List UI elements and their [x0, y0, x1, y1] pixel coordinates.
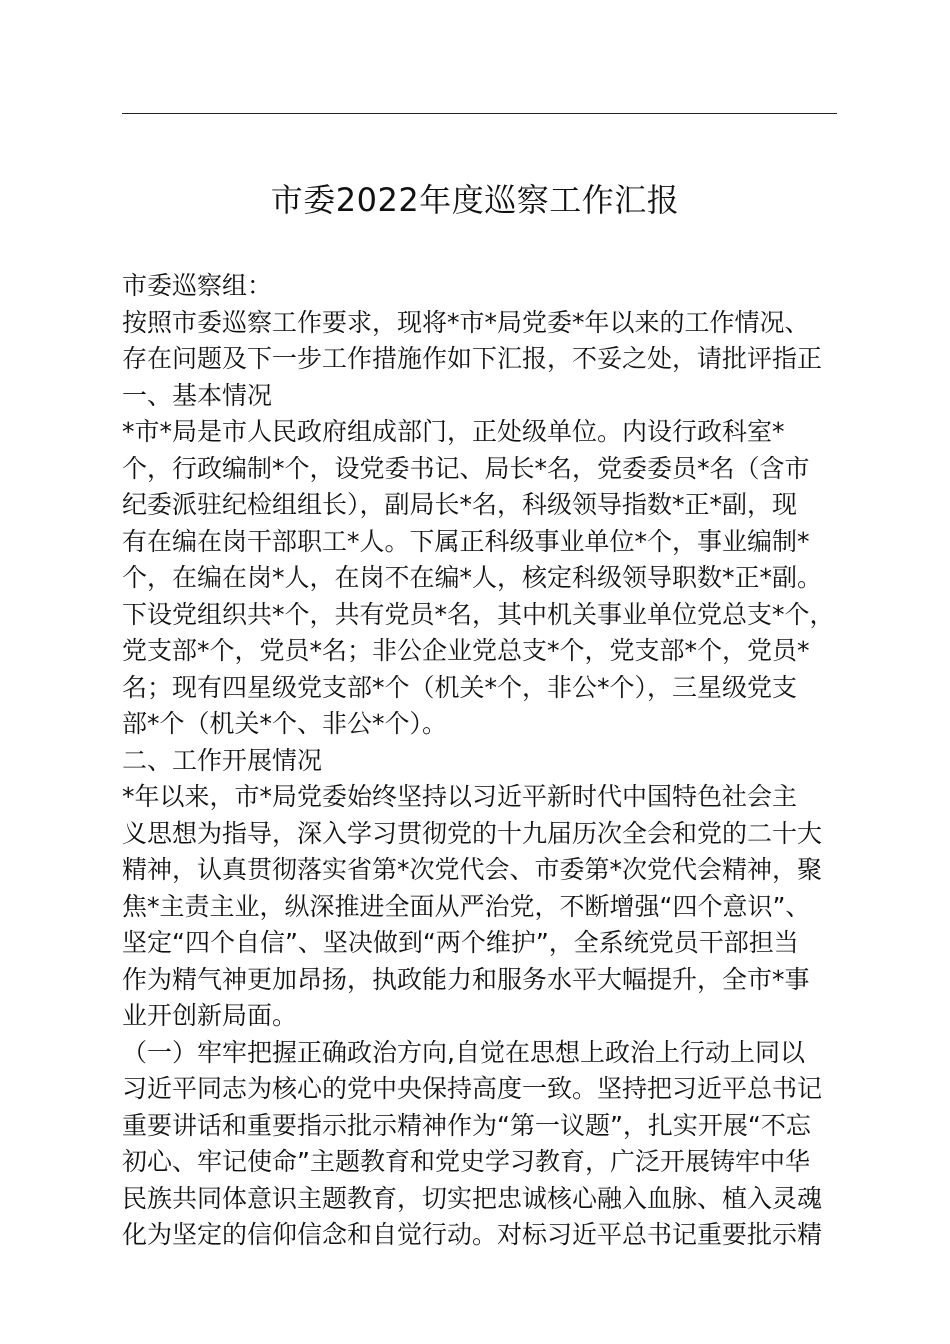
body-line: 部*个（机关*个、非公*个）。 — [122, 709, 448, 738]
body-line: 个，行政编制*个，设党委书记、局长*名，党委委员*名（含市 — [122, 453, 810, 483]
body-line: *市*局是市人民政府组成部门，正处级单位。内设行政科室* — [122, 417, 785, 446]
body-line: 民族共同体意识主题教育，切实把忠诚核心融入血脉、植入灵魂 — [122, 1183, 823, 1213]
body-line: 党支部*个，党员*名；非公企业党总支*个，党支部*个，党员* — [122, 636, 810, 665]
body-line: 精神，认真贯彻落实省第*次党代会、市委第*次党代会精神，聚 — [122, 855, 823, 884]
body-line: 业开创新局面。 — [122, 1001, 298, 1030]
body-line: 习近平同志为核心的党中央保持高度一致。坚持把习近平总书记 — [122, 1074, 823, 1103]
body-line: 有在编在岗干部职工*人。下属正科级事业单位*个，事业编制* — [122, 526, 810, 556]
body-line: 名；现有四星级党支部*个（机关*个，非公*个），三星级党支 — [122, 672, 798, 702]
body-line: 按照市委巡察工作要求，现将*市*局党委*年以来的工作情况、 — [122, 307, 810, 337]
body-line: 个，在编在岗*人，在岗不在编*人，核定科级领导职数*正*副。 — [122, 563, 823, 592]
document-title: 市委2022年度巡察工作汇报 — [270, 181, 680, 219]
body-line: 坚定“四个自信”、坚决做到“两个维护”，全系统党员干部担当 — [122, 928, 799, 957]
body-line: 义思想为指导，深入学习贯彻党的十九届历次全会和党的二十大 — [122, 818, 823, 848]
header-rule — [122, 113, 837, 114]
body-line: 存在问题及下一步工作措施作如下汇报，不妥之处，请批评指正 — [122, 344, 823, 373]
body-line: 化为坚定的信仰信念和自觉行动。对标习近平总书记重要批示精 — [122, 1220, 823, 1249]
body-line: 焦*主责主业，纵深推进全面从严治党，不断增强“四个意识”、 — [122, 891, 811, 921]
body-line: （一）牢牢把握正确政治方向,自觉在思想上政治上行动上同以 — [122, 1037, 805, 1067]
body-line: 下设党组织共*个，共有党员*名，其中机关事业单位党总支*个， — [122, 599, 835, 629]
body-line: *年以来，市*局党委始终坚持以习近平新时代中国特色社会主 — [122, 782, 798, 811]
body-line: 市委巡察组： — [122, 271, 273, 300]
body-line: 初心、牢记使命”主题教育和党史学习教育，广泛开展铸牢中华 — [122, 1147, 810, 1176]
document-body — [122, 268, 867, 1254]
body-line: 重要讲话和重要指示批示精神作为“第一议题”，扎实开展“不忘 — [122, 1110, 811, 1140]
body-line: 纪委派驻纪检组组长），副局长*名，科级领导指数*正*副，现 — [122, 490, 798, 519]
body-line: 一、基本情况 — [122, 380, 273, 410]
body-line: 作为精气神更加昂扬，执政能力和服务水平大幅提升，全市*事 — [122, 964, 810, 994]
body-line: 二、工作开展情况 — [122, 745, 323, 775]
